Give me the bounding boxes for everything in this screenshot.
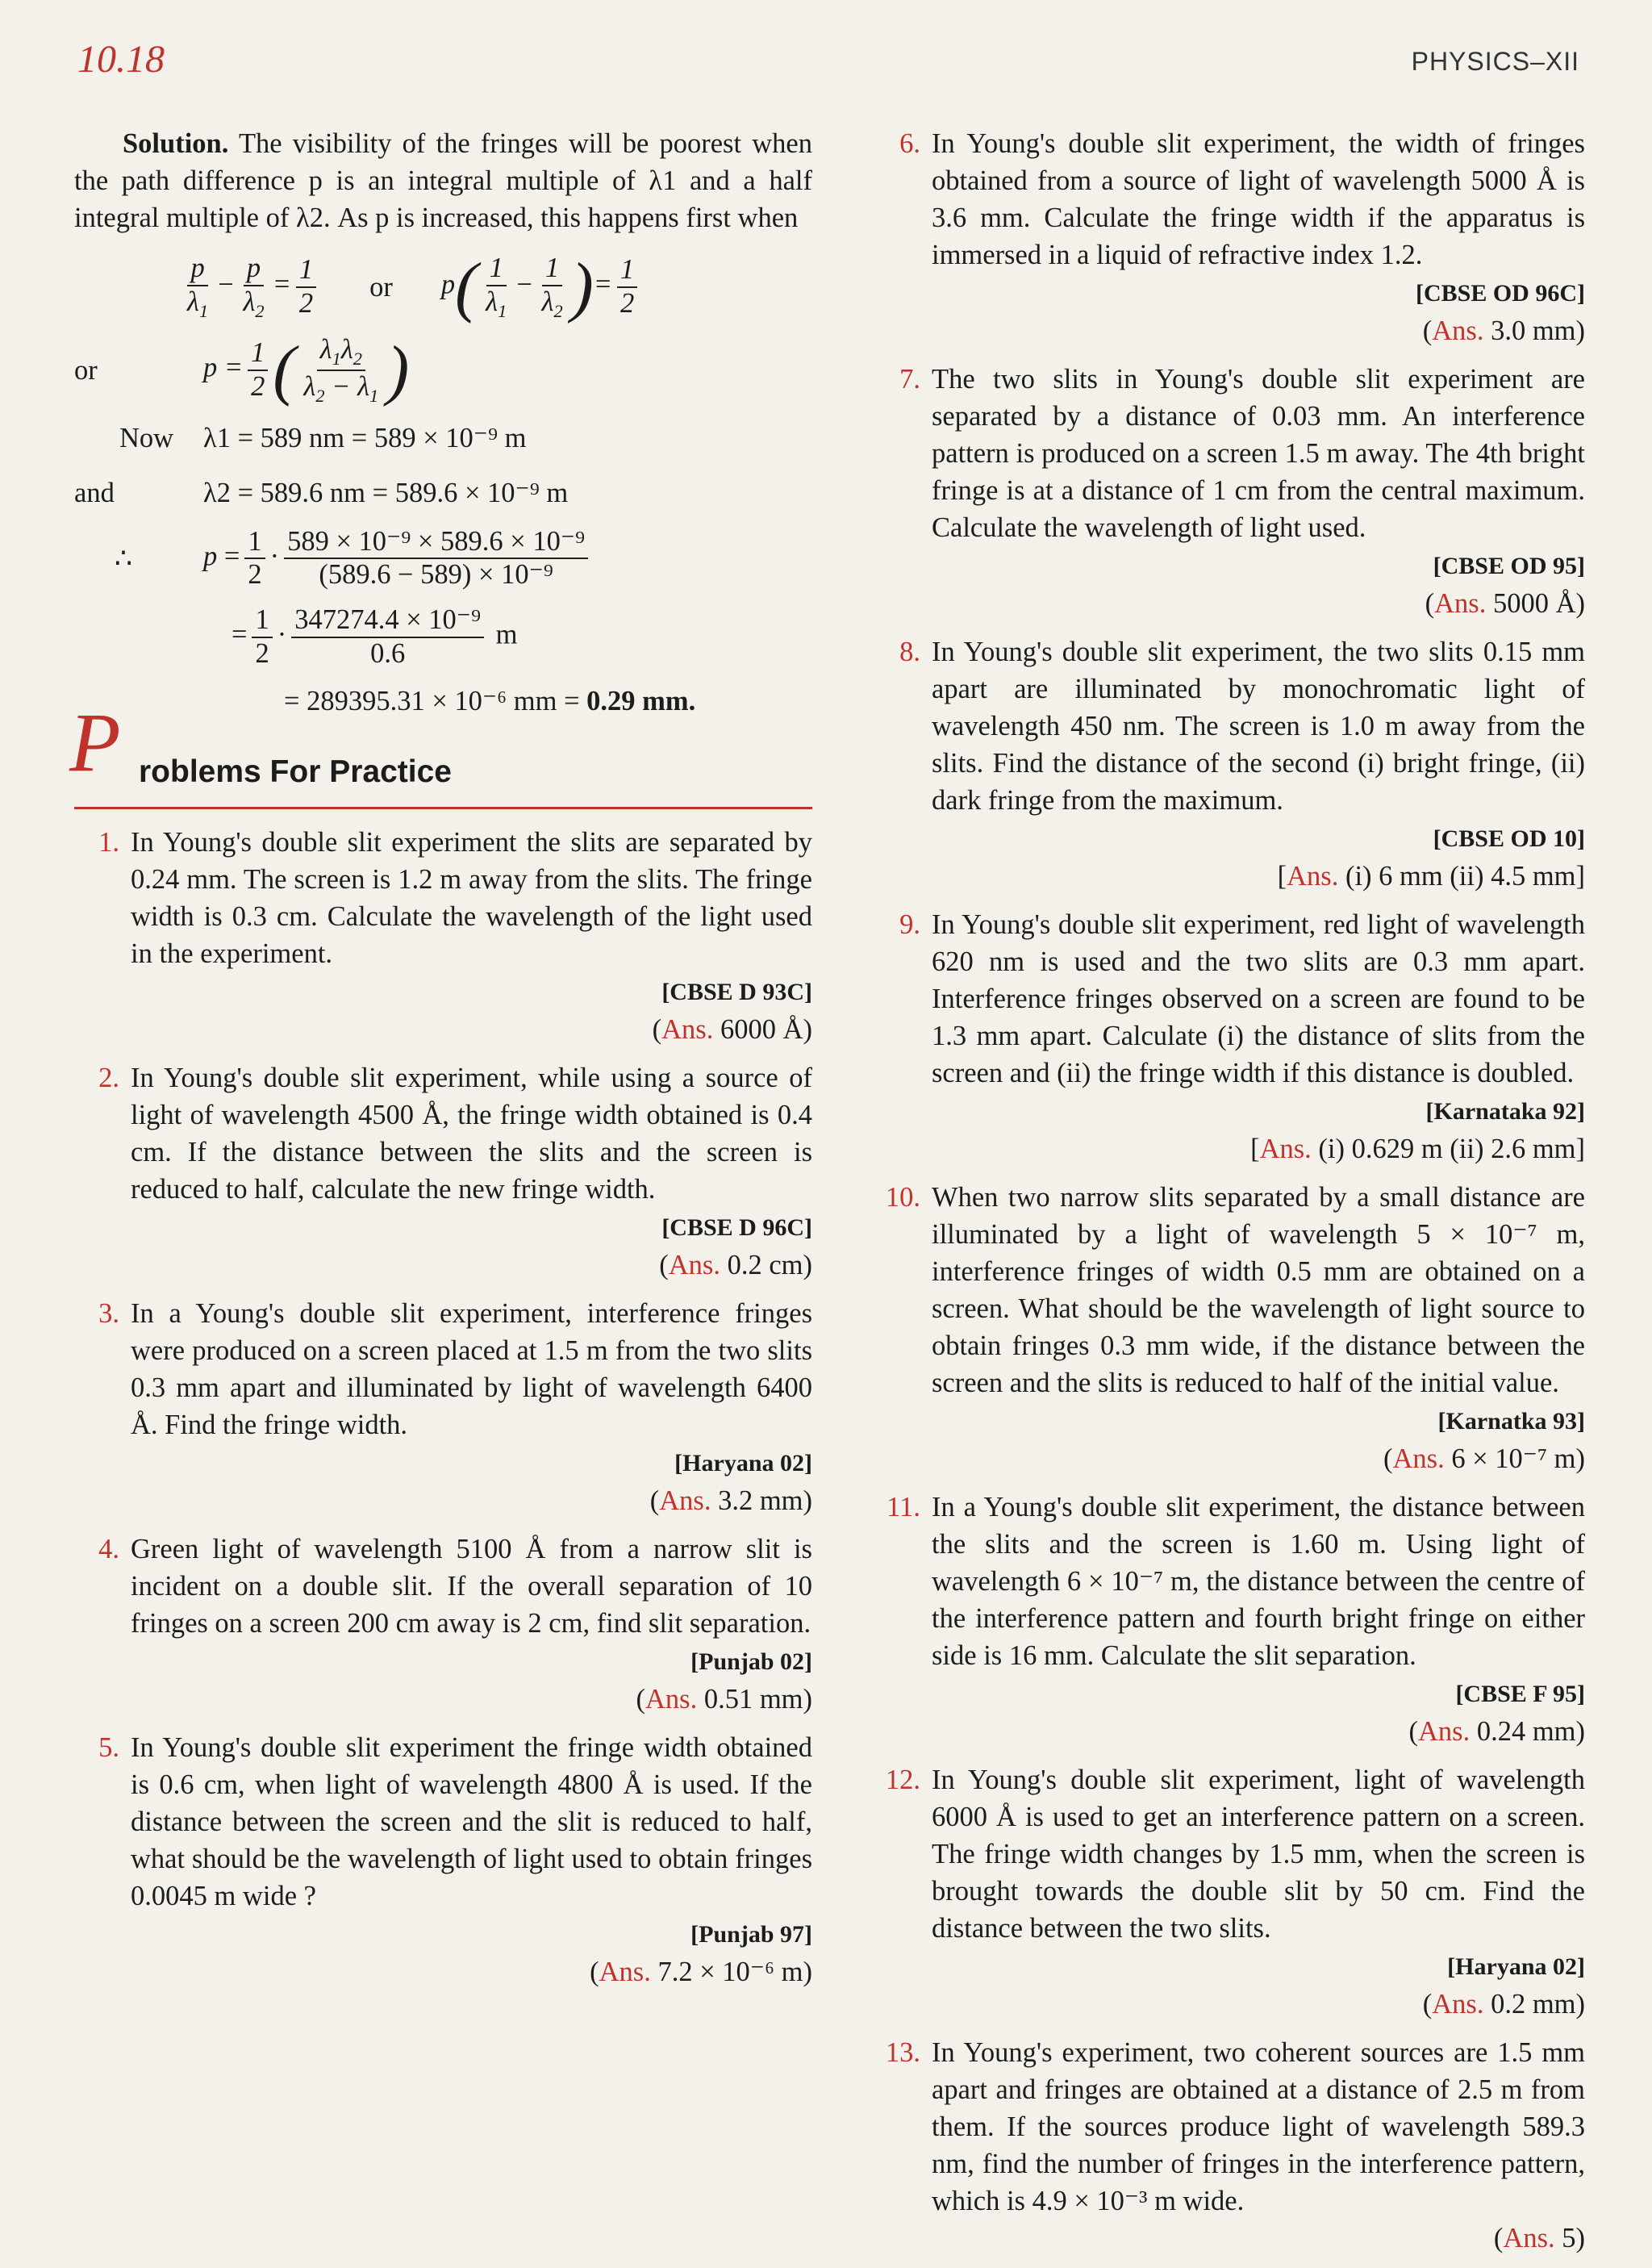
problem-item (875, 125, 1585, 349)
problem-item (875, 1489, 1585, 1750)
answer-value: 3.0 mm) (1483, 315, 1585, 346)
problem-text: In Young's double slit experiment, red light of wavelength 620 nm is used and the two slits are 0.3 mm apart. Interference fringes observed on a screen are found to be 1.3 mm apart. Calculate (i) the distance of slits from the screen and (ii) the fringe width if this distance is doubled. (932, 909, 1585, 1088)
step2-denominator: 0.6 (370, 637, 406, 669)
problem-number: 2. (98, 1063, 119, 1094)
problem-answer: (Ans. 3.2 mm) (649, 1485, 812, 1517)
answer-label: Ans. (1434, 588, 1487, 619)
running-head: PHYSICS–XII (1411, 47, 1579, 76)
answer-value: 5) (1554, 2223, 1585, 2253)
problem-number: 8. (899, 637, 920, 667)
problem-text: In Young's double slit experiment, light of wavelength 6000 Å is used to get an interference pattern on a screen. The fringe width changes by 1.5 mm, when the screen is brought towards the double slit by 50 cm. Find the distance between the two slits. (932, 1765, 1585, 1944)
problem-source: [Punjab 97] (690, 1921, 812, 1948)
problem-item (74, 1295, 812, 1519)
problem-number: 10. (885, 1182, 920, 1213)
problem-text: When two narrow slits separated by a small distance are illuminated by a light of wavelength 5 × 10⁻⁷ m, interference fringes of width 0.5 mm are obtained on a screen. What should be the wavelength of light source to obtain fringes 0.3 mm wide, if the distance between the screen and the slits is reduced to half of the initial value. (932, 1182, 1585, 1398)
answer-value: 5000 Å) (1486, 588, 1585, 619)
lambda2-value: λ2 = 589.6 nm = 589.6 × 10⁻⁹ m (203, 477, 569, 508)
problem-text: In Young's experiment, two coherent sources are 1.5 mm apart and fringes are obtained at a distance of 2.5 m from them. If the sources produce light of wavelength 589.3 nm, find the number of fringes in the interference pattern, which is 4.9 × 10⁻³ m wide. (932, 2037, 1585, 2216)
right-column (875, 125, 1585, 2268)
problem-item (74, 1729, 812, 1990)
problem-source: [Karnatka 93] (1437, 1408, 1585, 1435)
solution-intro: The visibility of the fringes will be poorest when the path difference p is an integral multiple of λ1 and a half integral multiple of λ2. As p is increased, this happens first when (74, 128, 812, 233)
answer-value: 6000 Å) (713, 1014, 812, 1046)
problems-title-initial: P (69, 696, 121, 790)
problem-text: The two slits in Young's double slit experiment are separated by a distance of 0.03 mm. An interference pattern is produced on a screen 1.5 m away. The 4th bright fringe is at a distance of 1 cm from the central maximum. Calculate the wavelength of light used. (932, 364, 1585, 543)
problem-item (875, 1761, 1585, 2023)
lambda2-line (74, 474, 812, 512)
problem-source: [Karnataka 92] (1425, 1098, 1585, 1125)
answer-value: 0.2 cm) (720, 1250, 812, 1281)
step1-denominator: (589.6 − 589) × 10⁻⁹ (319, 559, 553, 591)
answer-label: Ans. (1259, 1134, 1312, 1164)
problem-number: 7. (899, 364, 920, 395)
problem-text: In Young's double slit experiment the slits are separated by 0.24 mm. The screen is 1.2 m away from the slits. The fringe width is 0.3 cm. Calculate the wavelength of the light used in the experiment. (131, 827, 812, 970)
equation-2-body: p = $\frac{1}{2}$ ( $\frac{\lambda_1\lambda_2}{\lambda_2 - \lambda_1}$ ) (203, 332, 410, 408)
problem-item (875, 633, 1585, 895)
problem-source: [Punjab 02] (690, 1648, 812, 1676)
problem-number: 5. (98, 1732, 119, 1764)
step-1: ∴ p = $\frac{1}{2}$ · $\frac{\text{589 × 10⁻⁹ × 589.6 × 10⁻⁹}}{\text{(589.6 − 589) × 10⁻⁹}}$ (74, 526, 812, 591)
problem-item (875, 361, 1585, 622)
problem-item (74, 824, 812, 1048)
problem-source: [CBSE OD 10] (1433, 825, 1585, 852)
problem-number: 13. (885, 2037, 920, 2068)
problem-number: 6. (899, 128, 920, 159)
problem-source: [CBSE OD 96C] (1415, 280, 1585, 307)
problem-text: Green light of wavelength 5100 Å from a narrow slit is incident on a double slit. If the overall separation of 10 fringes on a screen 200 cm away is 2 cm, find slit separation. (131, 1534, 812, 1639)
equation-1-left: $\frac{p}{\lambda_1}$ − $\frac{p}{\lambda_2}$ = $\frac{1}{2}$ (179, 253, 321, 321)
problem-item (74, 1059, 812, 1284)
answer-label: Ans. (1287, 861, 1339, 892)
answer-value: 3.2 mm) (711, 1485, 812, 1517)
problem-source: [CBSE F 95] (1455, 1681, 1585, 1707)
problem-answer: (Ans. 0.2 cm) (659, 1250, 812, 1281)
or-label: or (369, 271, 393, 303)
answer-label: Ans. (1392, 1443, 1445, 1474)
answer-value: 0.24 mm) (1470, 1716, 1585, 1747)
problem-item (875, 1179, 1585, 1477)
or-label-2: or (74, 355, 98, 386)
problem-answer: (Ans. 5000 Å) (1425, 588, 1585, 619)
equation-1 (74, 249, 812, 324)
problem-text: In a Young's double slit experiment, the distance between the slits and the screen is 1.60 m. Using light of wavelength 6 × 10⁻⁷ m, the distance between the centre of the interference pattern and fourth bright fringe on either side is 16 mm. Calculate the slit separation. (932, 1492, 1585, 1671)
answer-label: Ans. (599, 1957, 651, 1988)
answer-label: Ans. (1432, 1989, 1484, 2019)
answer-value: 0.51 mm) (697, 1684, 812, 1715)
problem-number: 12. (885, 1765, 920, 1795)
problem-source: [CBSE OD 95] (1433, 553, 1585, 579)
step-2: = $\frac{1}{2}$ · $\frac{\text{347274.4 × 10⁻⁹}}{0.6}$ m (232, 604, 518, 669)
problem-number: 11. (886, 1492, 920, 1522)
answer-value: (i) 6 mm (ii) 4.5 mm] (1338, 861, 1585, 892)
problem-number: 4. (98, 1534, 119, 1565)
problem-text: In Young's double slit experiment the fringe width obtained is 0.6 cm, when light of wavelength 4800 Å is used. If the distance between the screen and the slit is reduced to half, what should be the wavelength of light used to obtain fringes 0.0045 m wide ? (131, 1732, 812, 1912)
solution-label: Solution. (123, 128, 229, 159)
problem-text: In Young's double slit experiment, while using a source of light of wavelength 4500 Å, the fringe width obtained is 0.4 cm. If the distance between the slits and the screen is reduced to half, calculate the new fringe width. (131, 1063, 812, 1205)
result-text: = 289395.31 × 10⁻⁶ mm = (284, 686, 587, 717)
right-problem-list (875, 125, 1585, 2257)
lambda1-line (74, 420, 812, 457)
left-problem-list (74, 824, 812, 1990)
answer-label: Ans. (1417, 1716, 1471, 1747)
problem-answer: (Ans. 6000 Å) (652, 1014, 812, 1046)
problem-answer: (Ans. 7.2 × 10⁻⁶ m) (590, 1957, 812, 1988)
problem-item (74, 1531, 812, 1718)
now-label: Now (119, 422, 174, 453)
problem-source: [Haryana 02] (1447, 1953, 1585, 1980)
answer-label: Ans. (1432, 315, 1484, 346)
problem-number: 9. (899, 909, 920, 940)
and-label: and (74, 477, 115, 508)
therefore-symbol: ∴ (115, 543, 132, 574)
problem-number: 3. (98, 1298, 119, 1330)
answer-label: Ans. (661, 1014, 714, 1046)
problem-source: [CBSE D 93C] (661, 979, 812, 1006)
answer-value: 7.2 × 10⁻⁶ m) (650, 1957, 812, 1988)
problems-title: roblems For Practice (139, 754, 452, 790)
equation-2 (74, 334, 812, 406)
answer-value: 0.2 mm) (1483, 1989, 1585, 2019)
solution-paragraph (74, 125, 812, 236)
problem-text: In Young's double slit experiment, the width of fringes obtained from a source of light of wavelength 5000 Å is 3.6 mm. Calculate the fringe width if the apparatus is immersed in a liquid of refractive index 1.2. (932, 128, 1585, 270)
lambda1-value: λ1 = 589 nm = 589 × 10⁻⁹ m (203, 422, 527, 453)
answer-label: Ans. (668, 1250, 720, 1281)
result-line (74, 683, 812, 720)
page-number: 10.18 (77, 38, 165, 81)
problem-source: [Haryana 02] (674, 1450, 812, 1477)
answer-label: Ans. (659, 1485, 711, 1517)
problem-number: 1. (98, 827, 119, 858)
answer-label: Ans. (645, 1684, 698, 1715)
answer-label: Ans. (1503, 2223, 1555, 2253)
problem-answer: [Ans. (i) 6 mm (ii) 4.5 mm] (1277, 861, 1585, 892)
answer-value: (i) 0.629 m (ii) 2.6 mm] (1311, 1134, 1585, 1164)
problem-answer: (Ans. 3.0 mm) (1422, 315, 1585, 346)
problem-answer: (Ans. 0.51 mm) (636, 1684, 812, 1715)
problem-answer: (Ans. 0.24 mm) (1408, 1716, 1585, 1747)
step1-numerator: 589 × 10⁻⁹ × 589.6 × 10⁻⁹ (284, 526, 588, 560)
answer-value: 6 × 10⁻⁷ m) (1444, 1443, 1585, 1474)
problem-source: [CBSE D 96C] (661, 1214, 812, 1242)
problem-answer: [Ans. (i) 0.629 m (ii) 2.6 mm] (1250, 1134, 1585, 1164)
problem-answer: (Ans. 6 × 10⁻⁷ m) (1383, 1443, 1585, 1474)
problem-text: In a Young's double slit experiment, interference fringes were produced on a screen placed at 1.5 m from the two slits 0.3 mm apart and illuminated by light of wavelength 6400 Å. Find the fringe width. (131, 1298, 812, 1441)
step2-numerator: 347274.4 × 10⁻⁹ (291, 604, 484, 638)
problem-item (875, 906, 1585, 1167)
result-bold: 0.29 mm. (586, 686, 696, 717)
problem-answer: (Ans. 5) (1493, 2223, 1585, 2253)
problem-answer: (Ans. 0.2 mm) (1422, 1989, 1585, 2019)
left-column (69, 125, 812, 2002)
problem-text: In Young's double slit experiment, the two slits 0.15 mm apart are illuminated by monochromatic light of wavelength 450 nm. The screen is 1.0 m away from the slits. Find the distance of the second (i) bright fringe, (ii) dark fringe from the maximum. (932, 637, 1585, 816)
step2-unit: m (495, 619, 518, 650)
problem-item (875, 2034, 1585, 2257)
equation-1-right: p( $\frac{1}{\lambda_1}$ − $\frac{1}{\lambda_2}$ )= $\frac{1}{2}$ (441, 253, 642, 321)
